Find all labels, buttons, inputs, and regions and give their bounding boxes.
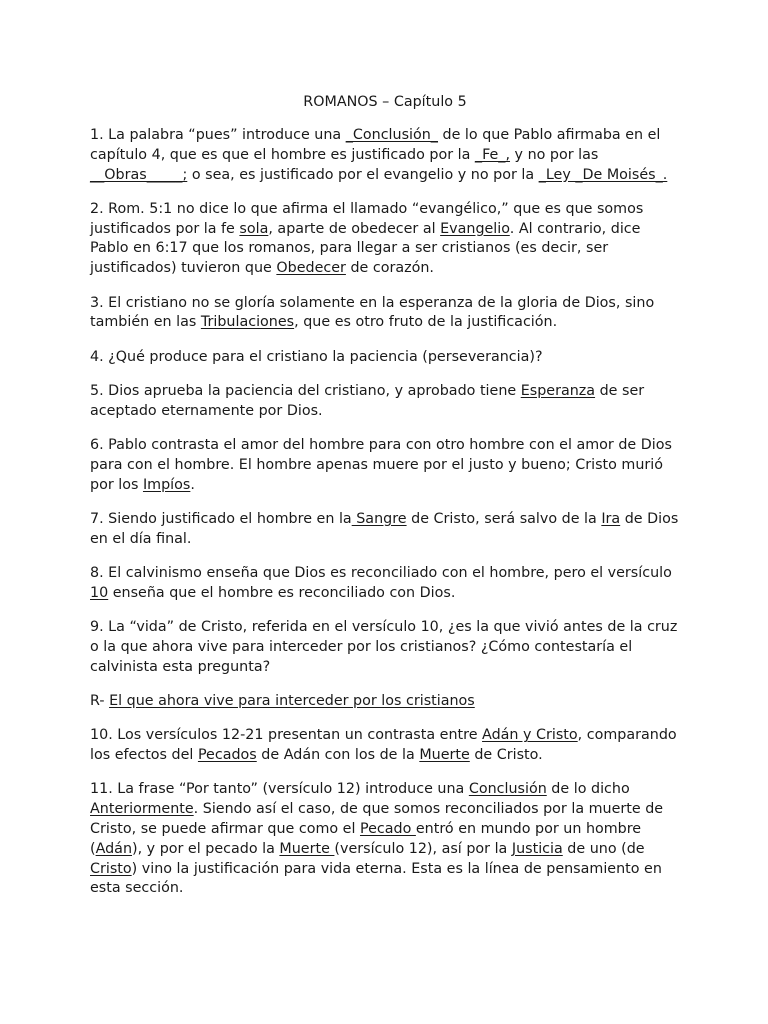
paragraph-list (90, 126, 680, 899)
underlined-answer: Cristo (90, 860, 132, 877)
underlined-answer: 10 (90, 584, 109, 601)
text-segment: y no por las (510, 146, 599, 163)
text-segment: 10. Los versículos 12-21 presentan un contrasta entre (90, 727, 483, 744)
text-segment: de ser aceptado eternamente por Dios. (90, 382, 645, 419)
paragraph (90, 510, 680, 550)
underlined-answer: Anteriormente (90, 801, 194, 818)
paragraph (90, 692, 680, 712)
paragraph (90, 780, 680, 899)
text-segment: , comparando los efectos del (90, 727, 677, 764)
text-segment: entró en mundo por un hombre ( (90, 821, 642, 857)
text-segment: 2. Rom. 5:1 no dice lo que afirma el llamado “evangélico,” que es que somos justificados por la fe (90, 200, 644, 237)
underlined-answer: _Ley _De Moisés_. (538, 166, 668, 183)
text-segment: de corazón. (345, 260, 434, 277)
text-segment: . (190, 476, 195, 493)
page-title: ROMANOS – Capítulo 5 (303, 94, 467, 110)
text-segment: de lo que Pablo afirmaba en el capítulo 4, que es que el hombre es justificado por la (90, 127, 661, 163)
text-segment: 1. La palabra “pues” introduce una (90, 127, 346, 143)
document-body (90, 92, 680, 914)
underlined-answer: Muerte (419, 747, 470, 764)
underlined-answer: Evangelio (440, 220, 510, 237)
paragraph (90, 294, 680, 334)
underlined-answer: Impíos (142, 476, 191, 493)
paragraph (90, 126, 680, 185)
paragraph (90, 436, 680, 495)
text-segment: de Cristo. (469, 747, 543, 764)
text-segment: (versículo 12), así por la (334, 840, 512, 857)
text-segment: de Adán con los de la (256, 747, 420, 764)
text-segment: ) vino la justificación para vida eterna. Esta es la línea de pensamiento en esta sección. (90, 860, 662, 897)
text-segment: 4. ¿Qué produce para el cristiano la paciencia (perseverancia)? (90, 348, 543, 365)
underlined-answer: Pecados (197, 747, 257, 764)
underlined-answer: Pecado (359, 821, 416, 838)
paragraph (90, 200, 680, 279)
underlined-answer: Justicia (511, 840, 563, 857)
text-segment: enseña que el hombre es reconciliado con Dios. (108, 584, 456, 601)
text-segment: 11. La frase “Por tanto” (versículo 12) introduce una (90, 781, 469, 798)
text-segment: de Dios en el día final. (90, 510, 679, 547)
paragraph (90, 564, 680, 604)
text-segment: . Al contrario, dice Pablo en 6:17 que los romanos, para llegar a ser cristianos (es decir, ser justificados) tuvieron que (90, 220, 641, 277)
underlined-answer: _Conclusión_ (345, 127, 438, 143)
text-segment: de Cristo, será salvo de la (406, 510, 602, 527)
paragraph (90, 726, 680, 766)
text-segment: . Siendo así el caso, de que somos reconciliados por la muerte de Cristo, se puede afirmar que como el (90, 801, 664, 838)
paragraph (90, 618, 680, 677)
text-segment: 6. Pablo contrasta el amor del hombre para con otro hombre con el amor de Dios para con el hombre. El hombre apenas muere por el justo y bueno; Cristo murió por los (90, 437, 672, 493)
underlined-answer: Esperanza (520, 382, 596, 399)
underlined-answer: Tribulaciones (200, 314, 295, 331)
underlined-answer: Adán y Cristo (482, 727, 578, 744)
text-segment: de lo dicho (546, 781, 630, 798)
underlined-answer: sola (239, 220, 269, 237)
underlined-answer: Ira (601, 510, 621, 527)
text-segment: 8. El calvinismo enseña que Dios es reconciliado con el hombre, pero el versículo (90, 565, 672, 582)
underlined-answer: Muerte (279, 840, 335, 857)
text-segment: de uno (de (562, 840, 645, 857)
underlined-answer: _Fe_, (474, 146, 511, 163)
text-segment: R- (90, 693, 110, 710)
underlined-answer: Sangre (351, 510, 407, 527)
underlined-answer: El que ahora vive para interceder por los cristianos (109, 693, 475, 710)
text-segment: o sea, es justificado por el evangelio y no por la (187, 166, 539, 183)
text-segment: ), y por el pecado la (132, 840, 280, 857)
paragraph (90, 348, 680, 368)
underlined-answer: Conclusión (468, 781, 547, 798)
text-segment: 7. Siendo justificado el hombre en la (90, 510, 352, 527)
text-segment: , aparte de obedecer al (268, 220, 441, 237)
paragraph (90, 382, 680, 422)
text-segment: 5. Dios aprueba la paciencia del cristiano, y aprobado tiene (90, 382, 521, 399)
text-segment: , que es otro fruto de la justificación. (294, 314, 558, 331)
text-segment: 9. La “vida” de Cristo, referida en el versículo 10, ¿es la que vivió antes de la cruz o la que ahora vive para interceder por los cristianos? ¿Cómo contestaría el calvinista esta pregunta? (90, 619, 678, 675)
underlined-answer: Obedecer (276, 260, 346, 277)
text-segment: 3. El cristiano no se gloría solamente en la esperanza de la gloria de Dios, sino también en las (90, 294, 655, 331)
underlined-answer: __Obras_____; (90, 166, 188, 183)
underlined-answer: Adán (95, 840, 133, 857)
